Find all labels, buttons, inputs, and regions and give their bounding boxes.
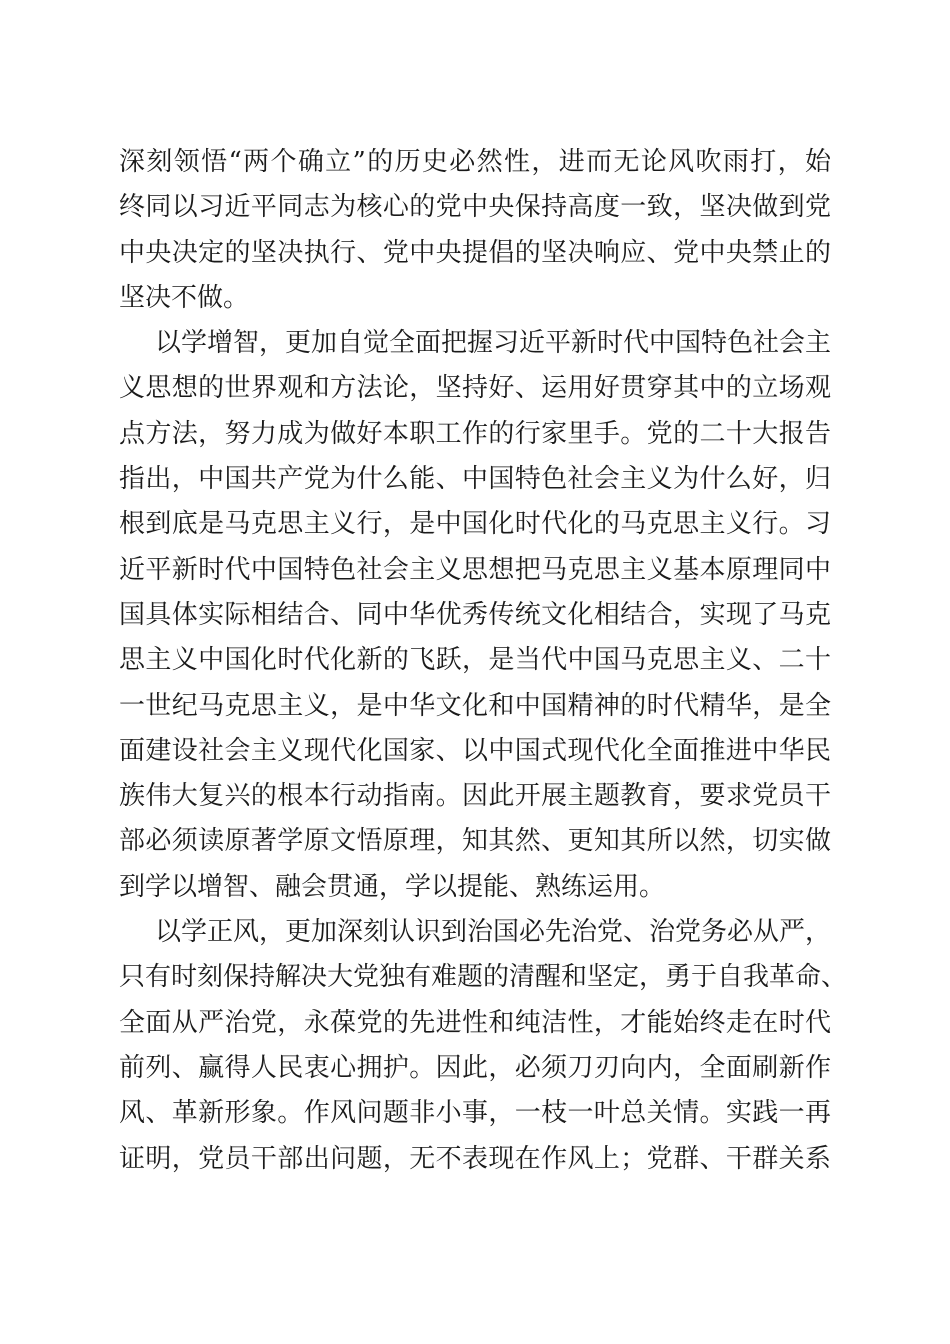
paragraph-line: 一世纪马克思主义，是中华文化和中国精神的时代精华，是全 — [119, 690, 831, 721]
paragraph-line: 义思想的世界观和方法论，坚持好、运用好贯穿其中的立场观 — [119, 373, 831, 404]
paragraph-line: 指出，中国共产党为什么能、中国特色社会主义为什么好，归 — [119, 464, 831, 495]
paragraph-line: 以学增智，更加自觉全面把握习近平新时代中国特色社会主 — [155, 328, 832, 359]
document-body — [119, 140, 848, 1182]
paragraph-line: 全面从严治党，永葆党的先进性和纯洁性，才能始终走在时代 — [119, 1007, 831, 1038]
paragraph-3 — [119, 910, 848, 1182]
paragraph-line: 只有时刻保持解决大党独有难题的清醒和坚定，勇于自我革命、 — [119, 962, 848, 993]
paragraph-line: 前列、赢得人民衷心拥护。因此，必须刀刃向内，全面刷新作 — [119, 1052, 831, 1083]
paragraph-line: 到学以增智、融会贯通，学以提能、熟练运用。 — [119, 871, 666, 902]
paragraph-line: 部必须读原著学原文悟原理，知其然、更知其所以然，切实做 — [119, 826, 831, 857]
paragraph-line: 国具体实际相结合、同中华优秀传统文化相结合，实现了马克 — [119, 599, 831, 630]
paragraph-line: 坚决不做。 — [119, 282, 250, 313]
paragraph-2 — [119, 321, 831, 910]
paragraph-line: 风、革新形象。作风问题非小事，一枝一叶总关情。实践一再 — [119, 1098, 831, 1129]
paragraph-line: 中央决定的坚决执行、党中央提倡的坚决响应、党中央禁止的 — [119, 237, 831, 268]
paragraph-line: 族伟大复兴的根本行动指南。因此开展主题教育，要求党员干 — [119, 781, 831, 812]
paragraph-line: 根到底是马克思主义行，是中国化时代化的马克思主义行。习 — [119, 509, 831, 540]
paragraph-line: 点方法，努力成为做好本职工作的行家里手。党的二十大报告 — [119, 418, 831, 449]
paragraph-line: 以学正风，更加深刻认识到治国必先治党、治党务必从严， — [155, 917, 832, 948]
paragraph-1 — [119, 140, 831, 321]
paragraph-line: 深刻领悟“两个确立”的历史必然性，进而无论风吹雨打，始 — [119, 147, 831, 177]
paragraph-line: 面建设社会主义现代化国家、以中国式现代化全面推进中华民 — [119, 735, 831, 766]
paragraph-line: 思主义中国化时代化新的飞跃，是当代中国马克思主义、二十 — [119, 645, 831, 676]
paragraph-line: 证明，党员干部出问题，无不表现在作风上；党群、干群关系 — [119, 1143, 831, 1174]
paragraph-line: 近平新时代中国特色社会主义思想把马克思主义基本原理同中 — [119, 554, 831, 585]
paragraph-line: 终同以习近平同志为核心的党中央保持高度一致，坚决做到党 — [119, 192, 831, 223]
